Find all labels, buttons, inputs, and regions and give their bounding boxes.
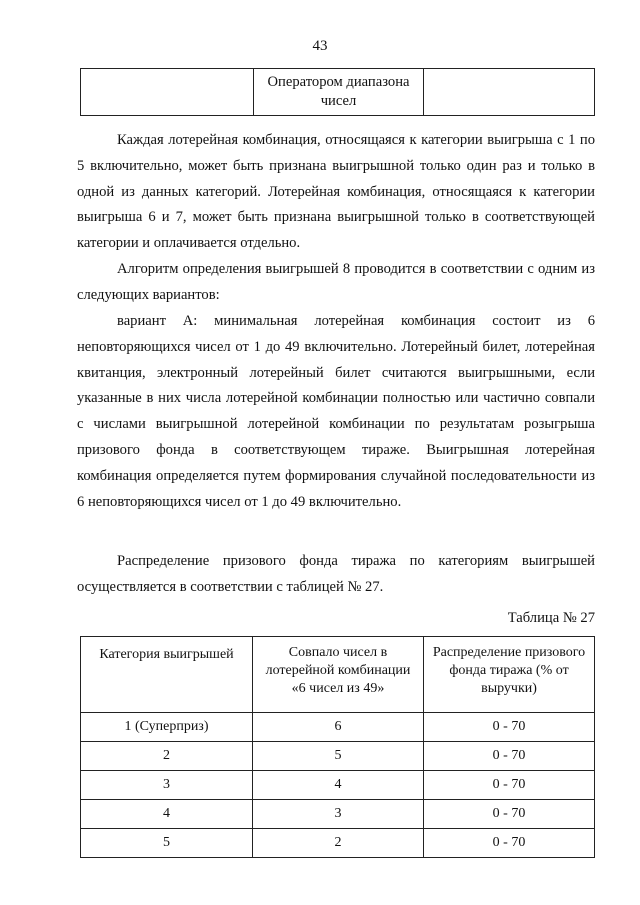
table-cell: 0 - 70 xyxy=(424,771,595,800)
paragraph-variant-a: вариант А: минимальная лотерейная комбинация состоит из 6 неповторяющихся чисел от 1 до 49 включительно. Лотерейный билет, лотерейная квитанция, электронный лотерейный билет считаются выигрышными, если указанные в них числа лотерейной комбинации полностью или частично совпали с числами выигрышной лотерейной комбинации по результатам розыгрыша призового фонда в соответствующем тираже. Выигрышная лотерейная комбинация определяется путем формирования случайной последовательности из 6 неповторяющихся чисел от 1 до 49 включительно. xyxy=(77,313,595,510)
column-header-matched: Совпало чисел в лотерейной комбинации «6 чисел из 49» xyxy=(253,637,424,713)
table-cell: 6 xyxy=(253,713,424,742)
table-cell: 3 xyxy=(253,800,424,829)
table-row xyxy=(81,800,595,829)
table-cell: 0 - 70 xyxy=(424,713,595,742)
table-cell: 5 xyxy=(253,742,424,771)
table-cell: 2 xyxy=(81,742,253,771)
table-header-row xyxy=(81,637,595,713)
column-header-category: Категория выигрышей xyxy=(81,637,253,713)
table-cell: 0 - 70 xyxy=(424,829,595,858)
table-cell: 0 - 70 xyxy=(424,742,595,771)
table-cell: 1 (Суперприз) xyxy=(81,713,253,742)
prize-distribution-table xyxy=(80,636,595,858)
table-row xyxy=(81,713,595,742)
column-header-distribution: Распределение призового фонда тиража (% от выручки) xyxy=(424,637,595,713)
continued-table-row xyxy=(80,68,595,116)
paragraph-distribution: Распределение призового фонда тиража по категориям выигрышей осуществляется в соответствии с таблицей № 27. xyxy=(77,553,595,595)
table-cell: 4 xyxy=(81,800,253,829)
table-cell: Оператором диапазона чисел xyxy=(254,69,424,116)
table-row xyxy=(81,69,595,116)
table-cell: 3 xyxy=(81,771,253,800)
page-number: 43 xyxy=(312,38,328,54)
table-row xyxy=(81,742,595,771)
table-cell: 5 xyxy=(81,829,253,858)
paragraph-algorithm: Алгоритм определения выигрышей 8 проводится в соответствии с одним из следующих вариантов: xyxy=(77,261,595,303)
table-row xyxy=(81,829,595,858)
table-cell: 2 xyxy=(253,829,424,858)
paragraph-categories: Каждая лотерейная комбинация, относящаяся к категории выигрыша с 1 по 5 включительно, может быть признана выигрышной только один раз и только в одной из данных категорий. Лотерейная комбинация, относящаяся к категории выигрыша 6 и 7, может быть признана выигрышной только в соответствующей категории и оплачивается отдельно. xyxy=(77,132,595,252)
table-cell: 0 - 70 xyxy=(424,800,595,829)
table-caption: Таблица № 27 xyxy=(507,610,595,626)
table-cell: 4 xyxy=(253,771,424,800)
table-cell xyxy=(81,69,254,116)
table-row xyxy=(81,771,595,800)
table-cell xyxy=(424,69,595,116)
